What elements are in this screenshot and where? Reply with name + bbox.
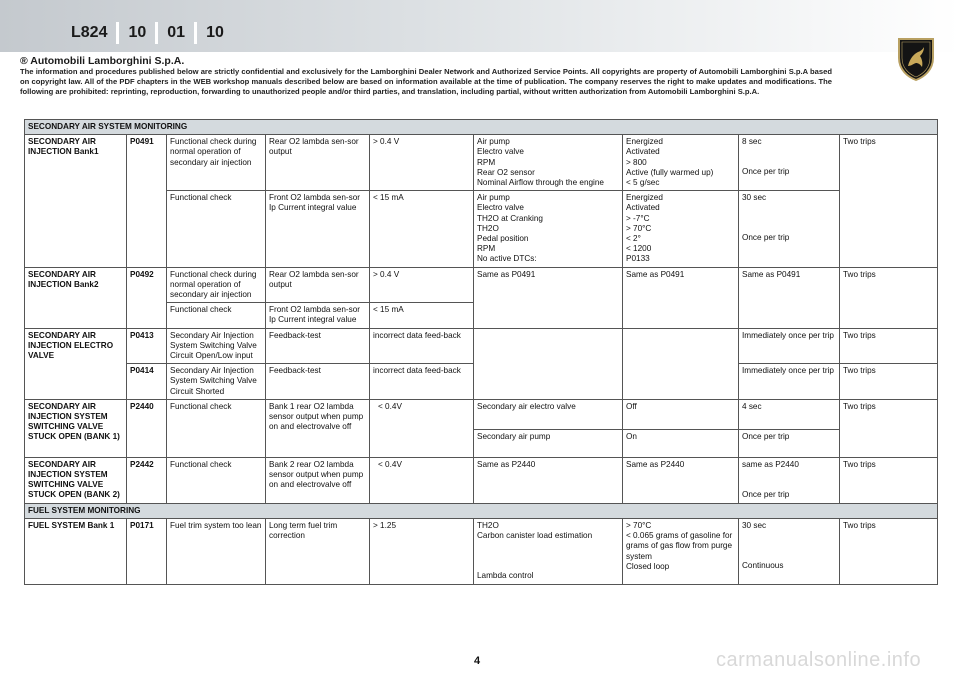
params-cell: Same as P0491	[474, 267, 623, 328]
time-cell: 4 sec	[739, 399, 840, 429]
params-cell: Air pump Electro valve TH2O at Cranking TH2O Pedal position RPM No active DTCs:	[474, 191, 623, 267]
dtc-code: P0414	[127, 364, 167, 400]
company-name: ® Automobili Lamborghini S.p.A.	[20, 55, 185, 67]
time-cell: 8 sec Once per trip	[739, 135, 840, 191]
time-cell: Once per trip	[739, 429, 840, 457]
values-cell	[623, 328, 739, 399]
mil-cell: Two trips	[840, 267, 938, 328]
threshold-cell: < 0.4V	[370, 399, 474, 457]
description-cell: Rear O2 lambda sen-sor output	[266, 267, 370, 303]
threshold-cell: incorrect data feed-back	[370, 328, 474, 364]
strategy-cell: Secondary Air Injection System Switching Valve Circuit Open/Low input	[167, 328, 266, 364]
dtc-code: P0171	[127, 518, 167, 584]
params-cell: TH2O Carbon canister load estimation Lambda control	[474, 518, 623, 584]
section-header-row	[25, 503, 938, 518]
table-row	[25, 328, 938, 364]
strategy-cell: Functional check during normal operation of secondary air injection	[167, 267, 266, 303]
params-cell	[474, 328, 623, 399]
values-cell: Energized Activated > 800 Active (fully warmed up) < 5 g/sec	[623, 135, 739, 191]
section-title-secondary-air: SECONDARY AIR SYSTEM MONITORING	[25, 120, 938, 135]
diagnostics-table	[24, 119, 938, 585]
time-cell: 30 sec Once per trip	[739, 191, 840, 267]
table-row	[25, 457, 938, 503]
tab-model: L824	[71, 24, 108, 41]
system-cell: SECONDARY AIR INJECTION SYSTEM SWITCHING VALVE STUCK OPEN (BANK 2)	[25, 457, 127, 503]
description-cell: Front O2 lambda sen-sor Ip Current integral value	[266, 303, 370, 328]
values-cell: Same as P2440	[623, 457, 739, 503]
strategy-cell: Fuel trim system too lean	[167, 518, 266, 584]
strategy-cell: Secondary Air Injection System Switching Valve Circuit Shorted	[167, 364, 266, 400]
mil-cell: Two trips	[840, 518, 938, 584]
time-cell: Immediately once per trip	[739, 364, 840, 400]
threshold-cell: < 15 mA	[370, 303, 474, 328]
time-cell: same as P2440 Once per trip	[739, 457, 840, 503]
threshold-cell: < 15 mA	[370, 191, 474, 267]
description-cell: Front O2 lambda sen-sor Ip Current integral value	[266, 191, 370, 267]
dtc-code: P2440	[127, 399, 167, 457]
description-cell: Feedback-test	[266, 364, 370, 400]
section-header-row	[25, 120, 938, 135]
params-cell: Same as P2440	[474, 457, 623, 503]
description-cell: Bank 1 rear O2 lambda sensor output when pump on and electrovalve off	[266, 399, 370, 457]
values-cell: Off	[623, 399, 739, 429]
mil-cell: Two trips	[840, 399, 938, 457]
disclaimer-text: The information and procedures published below are strictly confidential and exclusively for the Lamborghini Dealer Network and Authorized Service Points. All copyrights are property of Automobili Lamborghini S.p.A based on copyright law. All of the PDF chapters in the WEB workshop manuals described below are based on information available at the time of publication. The company reserves the right to make updates and modifications. The following are prohibited: reprinting, reproduction, forwarding to unauthorized people and/or third parties, and translation, including partial, without written authorization from Automobili Lamborghini S.p.A.	[20, 67, 832, 96]
system-cell: SECONDARY AIR INJECTION ELECTRO VALVE	[25, 328, 127, 399]
threshold-cell: > 0.4 V	[370, 135, 474, 191]
system-cell: SECONDARY AIR INJECTION SYSTEM SWITCHING VALVE STUCK OPEN (BANK 1)	[25, 399, 127, 457]
strategy-cell: Functional check	[167, 399, 266, 457]
table-row	[25, 135, 938, 191]
values-cell: Energized Activated > -7°C > 70°C < 2° < 1200 P0133	[623, 191, 739, 267]
page-number: 4	[474, 655, 481, 667]
params-cell: Secondary air pump	[474, 429, 623, 457]
mil-cell: Two trips	[840, 135, 938, 267]
system-cell: SECONDARY AIR INJECTION Bank2	[25, 267, 127, 328]
tab-section: 10	[206, 24, 224, 41]
values-cell: On	[623, 429, 739, 457]
params-cell: Secondary air electro valve	[474, 399, 623, 429]
threshold-cell: incorrect data feed-back	[370, 364, 474, 400]
system-cell: SECONDARY AIR INJECTION Bank1	[25, 135, 127, 267]
params-cell: Air pump Electro valve RPM Rear O2 sensor Nominal Airflow through the engine	[474, 135, 623, 191]
dtc-code: P2442	[127, 457, 167, 503]
lamborghini-logo-icon	[896, 36, 936, 82]
dtc-code: P0413	[127, 328, 167, 364]
values-cell: > 70°C < 0.065 grams of gasoline for grams of gas flow from purge system Closed loop	[623, 518, 739, 584]
time-cell: 30 sec Continuous	[739, 518, 840, 584]
description-cell: Long term fuel trim correction	[266, 518, 370, 584]
threshold-cell: < 0.4V	[370, 457, 474, 503]
strategy-cell: Functional check	[167, 457, 266, 503]
threshold-cell: > 1.25	[370, 518, 474, 584]
section-title-fuel: FUEL SYSTEM MONITORING	[25, 503, 938, 518]
system-cell: FUEL SYSTEM Bank 1	[25, 518, 127, 584]
description-cell: Bank 2 rear O2 lambda sensor output when pump on and electrovalve off	[266, 457, 370, 503]
dtc-code: P0492	[127, 267, 167, 328]
time-cell: Same as P0491	[739, 267, 840, 328]
chapter-tabs	[62, 22, 233, 44]
strategy-cell: Functional check	[167, 191, 266, 267]
table-row	[25, 399, 938, 429]
strategy-cell: Functional check during normal operation of secondary air injection	[167, 135, 266, 191]
time-cell: Immediately once per trip	[739, 328, 840, 364]
tab-group: 10	[128, 24, 147, 41]
table-row	[25, 267, 938, 303]
description-cell: Feedback-test	[266, 328, 370, 364]
description-cell: Rear O2 lambda sen-sor output	[266, 135, 370, 191]
threshold-cell: > 0.4 V	[370, 267, 474, 303]
mil-cell: Two trips	[840, 457, 938, 503]
table-row	[25, 518, 938, 584]
mil-cell: Two trips	[840, 364, 938, 400]
values-cell: Same as P0491	[623, 267, 739, 328]
strategy-cell: Functional check	[167, 303, 266, 328]
mil-cell: Two trips	[840, 328, 938, 364]
tab-subgroup: 01	[167, 24, 186, 41]
watermark-text: carmanualsonline.info	[716, 649, 922, 671]
dtc-code: P0491	[127, 135, 167, 267]
